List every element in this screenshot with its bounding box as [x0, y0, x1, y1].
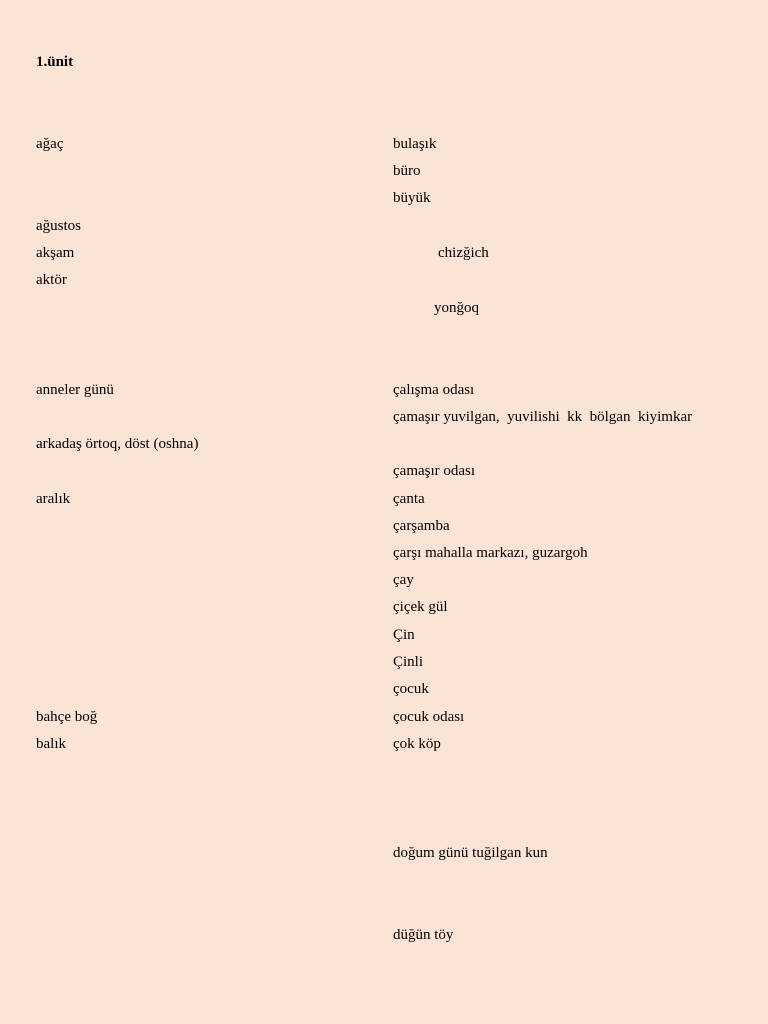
right-word-yongoq: yonğoq: [434, 300, 479, 316]
right-word-cin: Çin: [393, 627, 415, 643]
right-word-carsamba: çarşamba: [393, 518, 450, 534]
right-word-calisma-odasi: çalışma odası: [393, 382, 475, 398]
right-word-camasir: çamaşır yuvilgan, yuvilishi kk bölgan kiyimkar: [393, 409, 693, 425]
unit-heading: 1.ünit: [36, 54, 74, 70]
left-word-aksam: akşam: [36, 245, 75, 261]
left-word-balik: balık: [36, 736, 66, 752]
left-word-aralik: aralık: [36, 491, 71, 507]
right-word-cocuk: çocuk: [393, 681, 429, 697]
right-word-bulasik: bulaşık: [393, 136, 437, 152]
left-word-agac: ağaç: [36, 136, 64, 152]
right-word-cay: çay: [393, 572, 414, 588]
right-word-cicek: çiçek gül: [393, 599, 448, 615]
left-word-agustos: ağustos: [36, 218, 81, 234]
right-word-dogum-gunu: doğum günü tuğilgan kun: [393, 845, 548, 861]
left-word-bahce: bahçe boğ: [36, 709, 98, 725]
right-word-chizgich: chizğich: [438, 245, 489, 261]
right-word-canta: çanta: [393, 491, 425, 507]
right-word-cok: çok köp: [393, 736, 441, 752]
right-word-camasir-odasi: çamaşır odası: [393, 463, 476, 479]
right-word-buro: büro: [393, 163, 421, 179]
right-word-cocuk-odasi: çocuk odası: [393, 709, 465, 725]
right-word-dugun: düğün töy: [393, 927, 454, 943]
left-word-anneler-gunu: anneler günü: [36, 382, 114, 398]
right-word-carsi: çarşı mahalla markazı, guzargoh: [393, 545, 588, 561]
left-word-arkadas: arkadaş örtoq, döst (oshna): [36, 436, 199, 452]
left-word-aktor: aktör: [36, 272, 67, 288]
right-word-buyuk: büyük: [393, 190, 431, 206]
right-word-cinli: Çinli: [393, 654, 424, 670]
